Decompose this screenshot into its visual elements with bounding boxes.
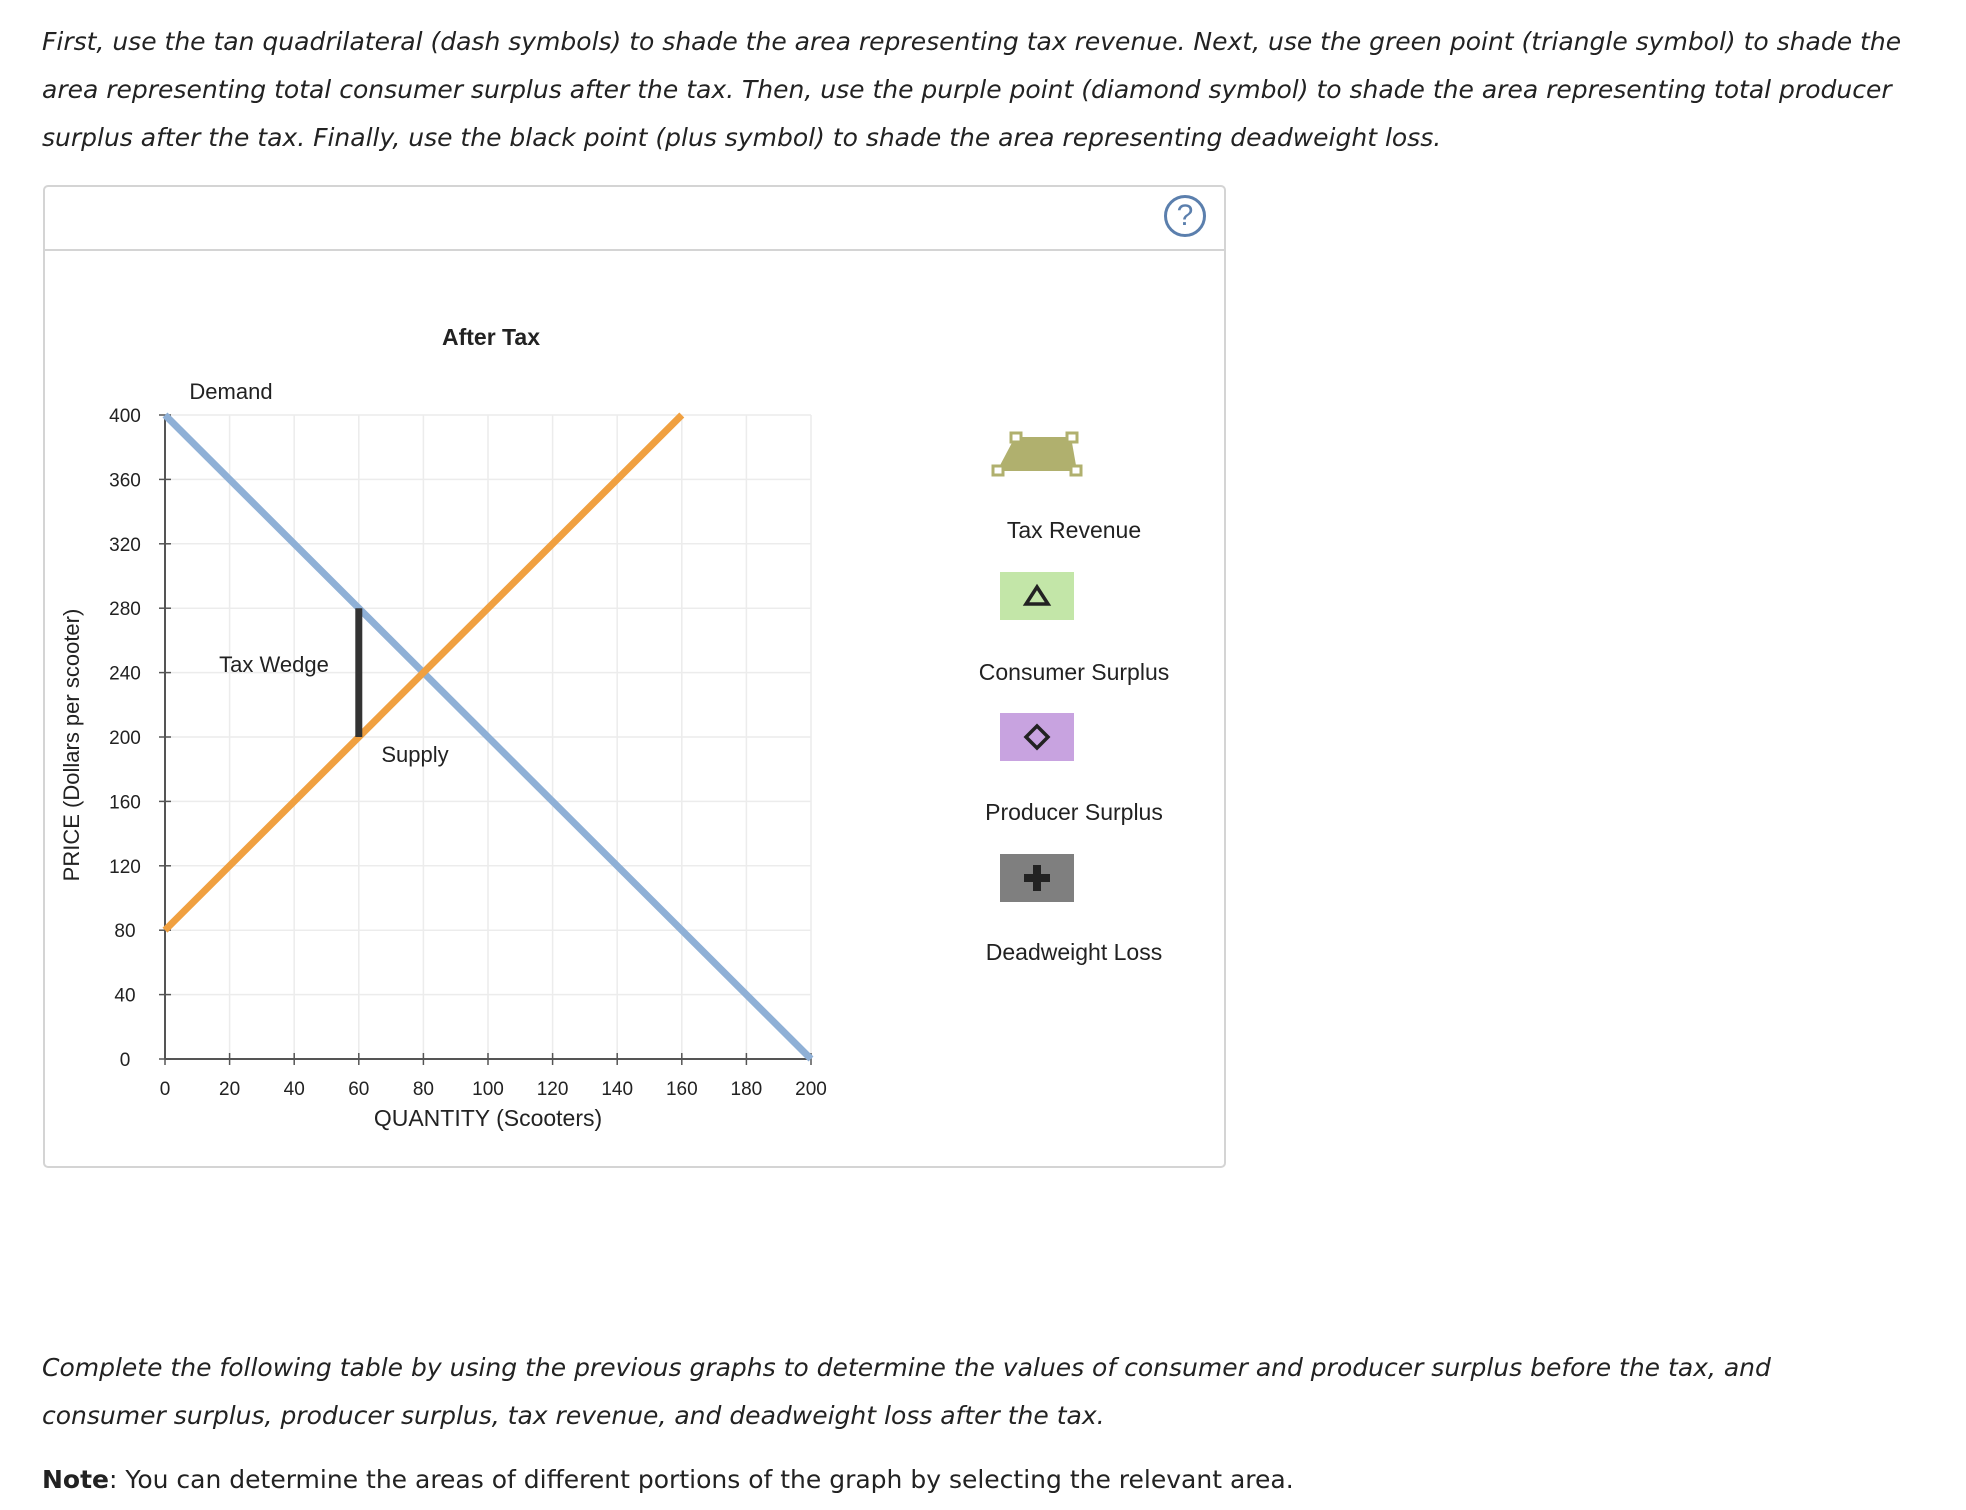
x-tick-label: 40: [283, 1079, 305, 1100]
y-tick-label: 160: [109, 792, 141, 814]
graph-panel: [43, 185, 1226, 1168]
consumer-surplus-tool[interactable]: [1000, 572, 1074, 620]
tax-revenue-label: Tax Revenue: [1006, 517, 1142, 543]
x-tick-label: 80: [412, 1079, 434, 1100]
dash-quadrilateral-icon: [991, 429, 1087, 481]
diamond-icon: [1000, 713, 1074, 761]
note-label: Note: [42, 1465, 110, 1494]
y-tick-label: 360: [109, 470, 141, 492]
instructions-text: First, use the tan quadrilateral (dash symbols) to shade the area representing tax revenue. Next, use the green point (triangle symbol) to shade the area representing total consumer surplus after the tax. Then, use the purple point (diamond symbol) to shade the area representing total producer surplus after the tax. Finally, use the black point (plus symbol) to shade the area representing deadweight loss.: [42, 27, 1902, 152]
x-tick-label: 20: [219, 1079, 241, 1100]
consumer-surplus-label: Consumer Surplus: [978, 659, 1170, 685]
deadweight-loss-label: Deadweight Loss: [985, 939, 1163, 965]
tax-revenue-tool[interactable]: [991, 429, 1087, 481]
y-tick-label: 400: [109, 406, 141, 427]
y-tick-label: 0: [119, 1050, 131, 1071]
x-tick-label: 140: [601, 1079, 634, 1100]
producer-surplus-tool[interactable]: [1000, 713, 1074, 761]
x-tick-label: 0: [159, 1079, 171, 1100]
x-axis-label: QUANTITY (Scooters): [373, 1105, 603, 1131]
axis-ticks: [109, 406, 827, 1100]
y-tick-label: 240: [109, 663, 141, 685]
plus-icon: [1000, 854, 1074, 902]
chart-title: After Tax: [442, 324, 540, 350]
demand-label: Demand: [189, 379, 273, 404]
x-tick-label: 200: [795, 1079, 827, 1100]
y-tick-label: 80: [114, 921, 136, 943]
note-text: [42, 1465, 1294, 1494]
deadweight-loss-tool[interactable]: [1000, 854, 1074, 902]
table-instructions-text: Complete the following table by using the previous graphs to determine the values of consumer and producer surplus before the tax, and consumer surplus, producer surplus, tax revenue, and deadweight loss after the tax.: [42, 1353, 1771, 1430]
x-tick-label: 60: [348, 1079, 370, 1100]
y-tick-label: 120: [109, 856, 141, 878]
x-tick-label: 180: [730, 1079, 763, 1100]
x-tick-label: 100: [472, 1079, 504, 1100]
y-tick-label: 320: [109, 534, 141, 556]
note-body: : You can determine the areas of different portions of the graph by selecting the relevant area.: [109, 1465, 1294, 1494]
producer-surplus-label: Producer Surplus: [985, 799, 1163, 825]
help-icon[interactable]: ?: [1164, 195, 1206, 237]
tax-wedge-label: Tax Wedge: [219, 652, 329, 677]
y-tick-label: 40: [114, 985, 136, 1007]
x-tick-label: 160: [665, 1079, 698, 1100]
y-tick-label: 200: [109, 728, 141, 749]
y-axis-label: PRICE (Dollars per scooter): [59, 608, 84, 882]
x-tick-label: 120: [536, 1079, 569, 1100]
y-tick-label: 280: [109, 599, 141, 621]
supply-label: Supply: [381, 742, 449, 767]
triangle-icon: [1000, 572, 1074, 620]
